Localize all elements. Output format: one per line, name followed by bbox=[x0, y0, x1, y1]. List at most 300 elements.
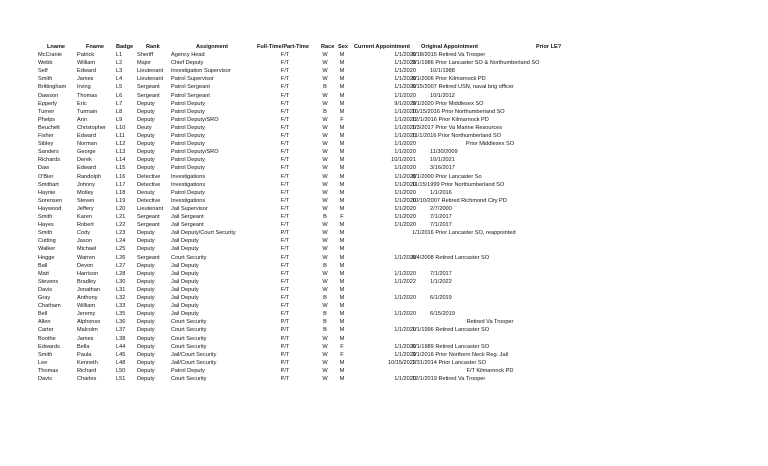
cell-assignment: Jail Deputy bbox=[171, 303, 199, 310]
cell-fname: Jeremy bbox=[77, 311, 96, 318]
cell-assignment: Jail Deputy bbox=[171, 270, 199, 277]
cell-fulltime-parttime: F/T bbox=[280, 205, 290, 212]
cell-fulltime-parttime: P/T bbox=[280, 351, 290, 358]
cell-lname: Phelps bbox=[38, 116, 56, 123]
cell-race: W bbox=[322, 246, 328, 253]
cell-assignment: Patrol Deputy bbox=[171, 100, 205, 107]
cell-rank: Detective bbox=[137, 197, 161, 204]
cell-current-appointment: 1/1/2020 bbox=[394, 214, 416, 220]
cell-badge: L32 bbox=[116, 295, 126, 301]
cell-current-appointment: 1/1/2022 bbox=[394, 278, 416, 285]
cell-lname: Stevens bbox=[38, 278, 59, 285]
cell-fname: Edward bbox=[77, 68, 96, 75]
cell-rank: Deputy bbox=[137, 376, 155, 382]
cell-fname: George bbox=[77, 149, 96, 156]
cell-race: W bbox=[322, 254, 328, 261]
cell-rank: Deputy bbox=[137, 165, 155, 172]
cell-rank: Deputy bbox=[137, 157, 155, 164]
cell-fname: Kenneth bbox=[77, 359, 98, 366]
cell-assignment: Patrol Sergeant bbox=[171, 84, 210, 91]
cell-lname: McCranie bbox=[38, 52, 62, 58]
cell-sex: F bbox=[340, 343, 344, 350]
cell-original-appointment-prior-le: 10/15/2016 Prior Northumberland SO bbox=[412, 108, 505, 115]
cell-original-appointment-prior-le: 10/1/2012 bbox=[430, 92, 455, 99]
cell-lname: Chatham bbox=[38, 303, 61, 310]
cell-fulltime-parttime: P/T bbox=[280, 376, 290, 382]
cell-assignment: Chief Deputy bbox=[171, 60, 204, 67]
cell-current-appointment: 1/1/2020 bbox=[394, 351, 416, 358]
cell-current-appointment: 1/1/2020 bbox=[394, 92, 416, 99]
cell-original-appointment-prior-le: 12/1/2016 Prior Kilmarnock PD bbox=[412, 116, 489, 123]
cell-race: W bbox=[322, 376, 328, 382]
cell-fname: Jeffery bbox=[77, 205, 94, 212]
cell-assignment: Court Security bbox=[171, 319, 207, 326]
cell-sex: M bbox=[339, 197, 345, 204]
cell-badge: L30 bbox=[116, 278, 126, 285]
cell-assignment: Patrol Sergeant bbox=[171, 92, 210, 99]
cell-sex: M bbox=[339, 84, 345, 91]
cell-race: W bbox=[322, 157, 328, 164]
cell-original-appointment-prior-le: 8/1/2006 Prior Kilmarnock PD bbox=[412, 76, 486, 83]
cell-rank: Sergeant bbox=[137, 92, 160, 99]
cell-badge: L28 bbox=[116, 270, 126, 277]
cell-current-appointment: 1/1/2020 bbox=[394, 133, 416, 139]
cell-rank: Lieutenant bbox=[137, 205, 164, 212]
cell-assignment: Court Security bbox=[171, 376, 207, 382]
cell-badge: L20 bbox=[116, 205, 126, 212]
cell-badge: L3 bbox=[116, 68, 123, 75]
cell-rank: Sergeant bbox=[137, 84, 160, 91]
cell-original-appointment-prior-le: 11/30/2009 bbox=[430, 149, 458, 156]
cell-sex: M bbox=[339, 76, 345, 83]
header-race: Race bbox=[321, 44, 335, 50]
cell-assignment: Patrol Deputy bbox=[171, 157, 205, 164]
cell-lname: Epperly bbox=[38, 100, 57, 107]
cell-fname: Alphonso bbox=[77, 319, 101, 326]
cell-rank: Deputy bbox=[137, 367, 155, 374]
cell-lname: Beuchelt bbox=[38, 124, 60, 131]
cell-current-appointment: 1/1/2020 bbox=[394, 197, 416, 204]
cell-lname: Edwards bbox=[38, 343, 60, 350]
cell-sex: M bbox=[339, 68, 345, 75]
cell-lname: Sibley bbox=[38, 141, 54, 148]
cell-sex: M bbox=[339, 295, 345, 301]
cell-assignment: Court Security bbox=[171, 335, 207, 342]
cell-badge: L36 bbox=[116, 319, 126, 326]
cell-original-appointment-prior-le: 3/1/2016 Prior Northern Neck Reg. Jail bbox=[412, 351, 509, 358]
cell-fulltime-parttime: P/T bbox=[280, 367, 290, 374]
header-badge: Badge bbox=[116, 44, 134, 50]
cell-race: W bbox=[322, 343, 328, 350]
cell-badge: L15 bbox=[116, 165, 126, 172]
cell-lname: Carter bbox=[38, 327, 54, 334]
cell-rank: Sergeant bbox=[137, 214, 160, 220]
cell-sex: M bbox=[339, 165, 345, 172]
header-prior-le: Prior LE? bbox=[536, 44, 562, 50]
cell-original-appointment-prior-le: 6/15/2007 Retired USN, naval brig officer bbox=[412, 84, 514, 91]
cell-original-appointment-prior-le: 9/1/2020 Prior Middlesex SO bbox=[412, 100, 484, 107]
cell-race: W bbox=[322, 181, 328, 188]
cell-rank: Deputy bbox=[137, 116, 155, 123]
cell-assignment: Jail Deputy bbox=[171, 246, 199, 253]
cell-lname: Brittingham bbox=[38, 84, 67, 91]
cell-race: W bbox=[322, 124, 328, 131]
cell-race: W bbox=[322, 189, 328, 196]
cell-assignment: Jail Deputy bbox=[171, 295, 199, 301]
cell-fname: Johnny bbox=[77, 181, 96, 188]
cell-rank: Lieutenant bbox=[137, 76, 164, 83]
cell-rank: Detective bbox=[137, 173, 161, 180]
cell-fname: Randolph bbox=[77, 173, 101, 180]
cell-badge: L22 bbox=[116, 222, 126, 229]
cell-race: W bbox=[322, 222, 328, 229]
cell-race: W bbox=[322, 278, 328, 285]
cell-fulltime-parttime: F/T bbox=[280, 286, 290, 293]
cell-lname: Boothe bbox=[38, 335, 56, 342]
cell-badge: L8 bbox=[116, 108, 123, 115]
cell-sex: M bbox=[339, 319, 345, 326]
cell-assignment: Patrol Deputy bbox=[171, 367, 205, 374]
cell-badge: L12 bbox=[116, 141, 126, 148]
cell-assignment: Patrol Supervisor bbox=[171, 76, 214, 83]
cell-current-appointment: 1/1/2020 bbox=[394, 295, 416, 301]
cell-original-appointment-prior-le: 10/1/2021 bbox=[430, 157, 455, 164]
cell-badge: L48 bbox=[116, 359, 126, 366]
cell-assignment: Jail Deputy bbox=[171, 262, 199, 269]
cell-fulltime-parttime: F/T bbox=[280, 197, 290, 204]
cell-lname: Bell bbox=[38, 311, 48, 318]
cell-fulltime-parttime: P/T bbox=[280, 327, 290, 334]
cell-badge: L17 bbox=[116, 181, 126, 188]
cell-race: W bbox=[322, 76, 328, 83]
cell-rank: Major bbox=[137, 60, 151, 67]
cell-lname: Sanders bbox=[38, 149, 59, 156]
cell-current-appointment: 1/1/2020 bbox=[394, 68, 416, 75]
cell-sex: M bbox=[339, 230, 345, 237]
cell-lname: Cutting bbox=[38, 238, 56, 245]
cell-fulltime-parttime: F/T bbox=[280, 311, 290, 318]
cell-current-appointment: 1/1/2020 bbox=[394, 60, 416, 67]
cell-assignment: Investigation Supervisor bbox=[171, 68, 231, 75]
cell-fname: Norman bbox=[77, 141, 97, 148]
cell-race: W bbox=[322, 359, 328, 366]
cell-fulltime-parttime: F/T bbox=[280, 262, 290, 269]
cell-race: W bbox=[322, 52, 328, 58]
cell-sex: M bbox=[339, 359, 345, 366]
cell-badge: L37 bbox=[116, 327, 126, 334]
cell-original-appointment-prior-le: 8/1/2000 Prior Lancaster So bbox=[412, 173, 482, 180]
cell-original-appointment-prior-le: 11/1/2016 Prior Northumberland SO bbox=[412, 133, 502, 139]
cell-fulltime-parttime: P/T bbox=[280, 230, 290, 237]
cell-lname: Lee bbox=[38, 359, 48, 366]
cell-fulltime-parttime: P/T bbox=[280, 359, 290, 366]
cell-original-appointment-prior-le: 1/1/2016 Prior Lancaster SO, reappointed bbox=[412, 230, 516, 237]
cell-current-appointment: 1/1/2020 bbox=[394, 173, 416, 180]
cell-fulltime-parttime: F/T bbox=[280, 68, 290, 75]
cell-rank: Deputy bbox=[137, 230, 155, 237]
header-assignment: Assignment bbox=[196, 44, 229, 50]
cell-rank: Deputy bbox=[137, 149, 155, 156]
cell-lname: O'Bier bbox=[38, 173, 54, 180]
cell-badge: L51 bbox=[116, 376, 126, 382]
cell-rank: Deuty bbox=[137, 124, 152, 131]
cell-original-appointment-prior-le: 1/1/2016 bbox=[430, 189, 452, 196]
cell-assignment: Jail Deputy bbox=[171, 286, 199, 293]
cell-current-appointment: 10/1/2021 bbox=[391, 157, 416, 164]
cell-fname: Patrick bbox=[77, 52, 95, 58]
cell-badge: L23 bbox=[116, 230, 126, 237]
cell-race: W bbox=[322, 230, 328, 237]
cell-fname: Harrison bbox=[77, 270, 99, 277]
cell-current-appointment: 1/1/2020 bbox=[394, 141, 416, 148]
cell-assignment: Jail Supervisor bbox=[171, 205, 208, 212]
cell-original-appointment-prior-le: 6/1/1989 Retired Lancaster SO bbox=[412, 343, 490, 350]
cell-rank: Deputy bbox=[137, 100, 155, 107]
cell-assignment: Jail Deputy bbox=[171, 311, 199, 318]
cell-lname: Gray bbox=[38, 295, 51, 301]
cell-fulltime-parttime: F/T bbox=[280, 84, 290, 91]
cell-lname: Smith bbox=[38, 76, 53, 83]
cell-original-appointment-prior-le: 7/1/2017 bbox=[430, 270, 452, 277]
cell-sex: M bbox=[339, 246, 345, 253]
cell-current-appointment: 1/1/2020 bbox=[394, 108, 416, 115]
cell-race: W bbox=[322, 351, 328, 358]
cell-lname: Haynie bbox=[38, 189, 56, 196]
header-original-appointment: Original Appointment bbox=[421, 44, 478, 50]
cell-badge: L25 bbox=[116, 246, 126, 253]
cell-rank: Deputy bbox=[137, 108, 155, 115]
cell-sex: M bbox=[339, 173, 345, 180]
cell-sex: M bbox=[339, 278, 345, 285]
cell-badge: L9 bbox=[116, 116, 123, 123]
cell-fname: Jason bbox=[77, 238, 92, 245]
cell-fname: Edward bbox=[77, 165, 96, 172]
cell-rank: Detective bbox=[137, 181, 161, 188]
cell-original-appointment-prior-le: F/T Kilmarnock PD bbox=[466, 367, 514, 374]
cell-current-appointment: 1/1/2020 bbox=[394, 76, 416, 83]
header-fname: Fname bbox=[86, 44, 105, 50]
cell-current-appointment: 1/1/2020 bbox=[394, 343, 416, 350]
cell-current-appointment: 1/1/2020 bbox=[394, 149, 416, 156]
cell-assignment: Patrol Deputy bbox=[171, 165, 205, 172]
cell-lname: Hogge bbox=[38, 254, 55, 261]
cell-badge: L16 bbox=[116, 173, 126, 180]
cell-sex: M bbox=[339, 52, 345, 58]
cell-race: W bbox=[322, 303, 328, 310]
cell-rank: Deputy bbox=[137, 311, 155, 318]
cell-original-appointment-prior-le: 2/7/2000 bbox=[430, 205, 452, 212]
cell-original-appointment-prior-le: 1/1/1996 Retired Lancaster SO bbox=[412, 327, 490, 334]
cell-fname: Malcolm bbox=[77, 327, 98, 334]
cell-sex: M bbox=[339, 133, 345, 139]
cell-lname: Dawson bbox=[38, 92, 59, 99]
cell-original-appointment-prior-le: 1/31/2014 Prior Lancaster SO bbox=[412, 359, 487, 366]
cell-fulltime-parttime: F/T bbox=[280, 238, 290, 245]
cell-original-appointment-prior-le: 1/1/2022 bbox=[430, 278, 452, 285]
cell-lname: Ball bbox=[38, 262, 48, 269]
cell-lname: Turner bbox=[38, 108, 55, 115]
cell-rank: Deputy bbox=[137, 262, 155, 269]
cell-original-appointment-prior-le: 1/3/2017 Prior Va Marine Resources bbox=[412, 124, 503, 131]
cell-sex: M bbox=[339, 124, 345, 131]
cell-original-appointment-prior-le: 7/1/2017 bbox=[430, 214, 452, 220]
cell-race: B bbox=[323, 311, 327, 318]
cell-rank: Deputy bbox=[137, 295, 155, 301]
cell-rank: Deputy bbox=[137, 359, 155, 366]
header-rank: Rank bbox=[146, 44, 160, 50]
cell-rank: Deputy bbox=[137, 319, 155, 326]
cell-race: B bbox=[323, 262, 327, 269]
cell-fulltime-parttime: F/T bbox=[280, 189, 290, 196]
cell-lname: Matt bbox=[38, 270, 49, 277]
cell-lname: Hayes bbox=[38, 222, 54, 229]
cell-current-appointment: 1/1/2020 bbox=[394, 52, 416, 58]
cell-rank: Deputy bbox=[137, 133, 155, 139]
cell-race: W bbox=[322, 165, 328, 172]
cell-assignment: Patrol Deputy bbox=[171, 141, 205, 148]
cell-sex: M bbox=[339, 100, 345, 107]
cell-current-appointment: 1/1/2020 bbox=[394, 376, 416, 382]
cell-original-appointment-prior-le: 7/1/2017 bbox=[430, 222, 452, 229]
cell-fname: Charles bbox=[77, 376, 97, 382]
cell-fulltime-parttime: F/T bbox=[280, 92, 290, 99]
cell-lname: Webb bbox=[38, 60, 53, 67]
cell-current-appointment: 1/1/2020 bbox=[394, 311, 416, 318]
cell-fname: Thomas bbox=[77, 92, 98, 99]
cell-fulltime-parttime: F/T bbox=[280, 124, 290, 131]
cell-fulltime-parttime: F/T bbox=[280, 270, 290, 277]
cell-rank: Sergeant bbox=[137, 254, 160, 261]
cell-sex: M bbox=[339, 367, 345, 374]
cell-current-appointment: 10/15/2022 bbox=[388, 359, 416, 366]
cell-sex: M bbox=[339, 222, 345, 229]
cell-sex: M bbox=[339, 238, 345, 245]
cell-rank: Deputy bbox=[137, 286, 155, 293]
cell-badge: L18 bbox=[116, 189, 126, 196]
cell-original-appointment-prior-le: 10/10/2007 Retired Richmond City PD bbox=[412, 197, 507, 204]
cell-fname: Derek bbox=[77, 157, 92, 164]
cell-fulltime-parttime: F/T bbox=[280, 108, 290, 115]
cell-current-appointment: 1/1/2020 bbox=[394, 84, 416, 91]
cell-assignment: Jail Deputy bbox=[171, 238, 199, 245]
cell-badge: L38 bbox=[116, 335, 126, 342]
cell-fulltime-parttime: F/T bbox=[280, 303, 290, 310]
cell-fulltime-parttime: F/T bbox=[280, 116, 290, 123]
cell-badge: L10 bbox=[116, 124, 126, 131]
cell-race: W bbox=[322, 205, 328, 212]
cell-sex: M bbox=[339, 189, 345, 196]
cell-assignment: Agency Head bbox=[171, 52, 205, 58]
cell-fulltime-parttime: F/T bbox=[280, 149, 290, 156]
cell-sex: M bbox=[339, 92, 345, 99]
cell-badge: L19 bbox=[116, 197, 126, 204]
cell-lname: Smith bbox=[38, 230, 53, 237]
cell-lname: Sorensen bbox=[38, 197, 62, 204]
cell-fname: James bbox=[77, 76, 94, 83]
cell-current-appointment: 1/1/2020 bbox=[394, 205, 416, 212]
cell-assignment: Court Security bbox=[171, 327, 207, 334]
cell-current-appointment: 1/1/2020 bbox=[394, 124, 416, 131]
cell-assignment: Investigations bbox=[171, 181, 206, 188]
cell-original-appointment-prior-le: 3/16/2017 bbox=[430, 165, 455, 172]
cell-race: B bbox=[323, 295, 327, 301]
cell-current-appointment: 1/1/2020 bbox=[394, 165, 416, 172]
header-lname: Lname bbox=[47, 44, 66, 50]
cell-assignment: Investigations bbox=[171, 197, 206, 204]
cell-fname: Motley bbox=[77, 189, 94, 196]
cell-fname: Michael bbox=[77, 246, 97, 253]
cell-fname: Edward bbox=[77, 133, 96, 139]
cell-sex: M bbox=[339, 205, 345, 212]
cell-race: W bbox=[322, 116, 328, 123]
cell-rank: Deputy bbox=[137, 351, 155, 358]
cell-badge: L44 bbox=[116, 343, 126, 350]
cell-race: B bbox=[323, 319, 327, 326]
cell-sex: M bbox=[339, 141, 345, 148]
cell-fulltime-parttime: P/T bbox=[280, 335, 290, 342]
cell-original-appointment-prior-le: 12/1/2019 Retired Va Trooper bbox=[412, 376, 486, 382]
cell-badge: L5 bbox=[116, 84, 123, 91]
cell-fulltime-parttime: F/T bbox=[280, 76, 290, 83]
cell-fname: James bbox=[77, 335, 94, 342]
header-fulltime-parttime: Full-Time/Part-Time bbox=[257, 44, 310, 50]
cell-rank: Deputy bbox=[137, 246, 155, 253]
cell-fname: Paula bbox=[77, 351, 92, 358]
cell-original-appointment-prior-le: 8/4/2008 Retired Lancaster SO bbox=[412, 254, 490, 261]
cell-fname: Turmain bbox=[77, 108, 98, 115]
cell-lname: Allen bbox=[38, 319, 51, 326]
cell-race: W bbox=[322, 149, 328, 156]
cell-fname: Christopher bbox=[77, 124, 106, 131]
cell-race: B bbox=[323, 214, 327, 220]
cell-lname: Davis bbox=[38, 376, 52, 382]
cell-race: W bbox=[322, 68, 328, 75]
cell-assignment: Patrol Deputy bbox=[171, 124, 205, 131]
cell-race: W bbox=[322, 133, 328, 139]
cell-race: B bbox=[323, 108, 327, 115]
cell-assignment: Patrol Deputy/SRO bbox=[171, 116, 219, 123]
header-sex: Sex bbox=[338, 44, 348, 50]
cell-original-appointment-prior-le: 10/1/1988 bbox=[430, 68, 455, 75]
cell-fname: Eric bbox=[77, 100, 87, 107]
cell-rank: Deputy bbox=[137, 343, 155, 350]
cell-badge: L14 bbox=[116, 157, 126, 164]
cell-rank: Deputy bbox=[137, 270, 155, 277]
cell-rank: Deputy bbox=[137, 327, 155, 334]
cell-race: W bbox=[322, 100, 328, 107]
cell-badge: L1 bbox=[116, 52, 123, 58]
cell-fname: William bbox=[77, 303, 96, 310]
cell-current-appointment: 1/1/2020 bbox=[394, 254, 416, 261]
cell-race: W bbox=[322, 141, 328, 148]
cell-lname: Self bbox=[38, 68, 48, 75]
cell-fname: Irving bbox=[77, 84, 91, 91]
cell-badge: L33 bbox=[116, 303, 126, 310]
cell-assignment: Jail Sergeant bbox=[171, 222, 204, 229]
cell-race: W bbox=[322, 92, 328, 99]
cell-badge: L6 bbox=[116, 92, 123, 99]
cell-fname: Bradley bbox=[77, 278, 96, 285]
cell-sex: M bbox=[339, 60, 345, 67]
cell-fulltime-parttime: F/T bbox=[280, 295, 290, 301]
cell-fulltime-parttime: F/T bbox=[280, 141, 290, 148]
cell-badge: L7 bbox=[116, 100, 123, 107]
cell-original-appointment-prior-le: 6/15/2019 bbox=[430, 311, 455, 318]
cell-race: W bbox=[322, 197, 328, 204]
cell-fulltime-parttime: F/T bbox=[280, 278, 290, 285]
cell-sex: M bbox=[339, 335, 345, 342]
cell-assignment: Patrol Deputy bbox=[171, 133, 205, 139]
